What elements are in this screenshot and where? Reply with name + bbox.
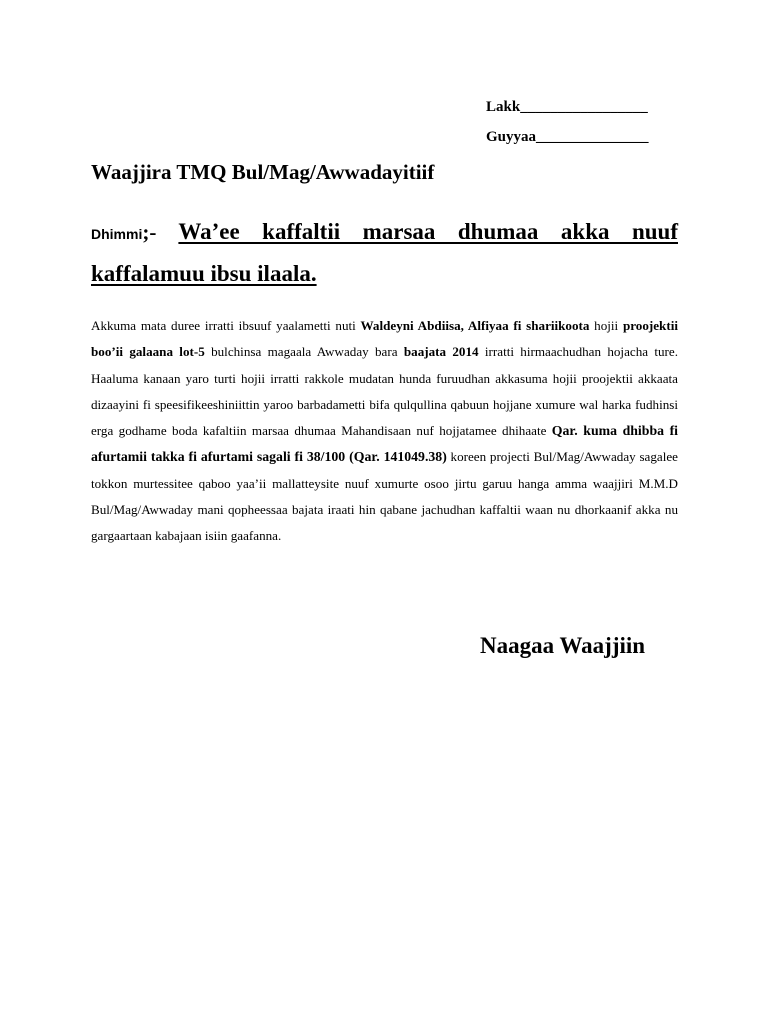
subject-separator: ;-: [142, 220, 157, 244]
budget-year: baajata 2014: [403, 344, 479, 360]
body-text-5: koreen projecti Bul/Mag/Awwaday sagalee tokkon murtessitee qaboo yaa’ii mallatteysite nuuf xumurte osoo jirtu garuu hanga amma waajjiri M.M.D Bul/Mag/Awwaday mani qopheessaa bajata iraati hin qabane jachudhan kaffaltii waan nu dhorkaanif akka nu gargaartaan kabajaan isiin gaafanna.: [91, 449, 678, 544]
body-text-3: bulchinsa magaala Awwaday bara: [204, 344, 404, 360]
body-text-2: hojii: [589, 318, 623, 333]
reference-number: Lakk_________________: [486, 99, 648, 115]
contractor-name: Waldeyni Abdiisa, Alfiyaa fi shariikoota: [360, 318, 590, 333]
project-name: proojektii boo’ii galaana lot-5: [91, 318, 678, 360]
signature-line: Naagaa Waajjiin: [480, 633, 646, 658]
reference-block: [486, 92, 649, 152]
body-text-4: irratti hirmaachudhan hojacha ture. Haaluma kanaan yaro turti hojii irratti rakkole mudatan hunda furuudhan akkasuma hojii proojektii akkaata dizaayini fi speesifikeeshiniittin yaroo barbadametti bifa qulqullina qabuun hojjane xumure wal harka fudhinsi erga godhame boda kafaltiin marsaa dhumaa Mahandisaan nuf hojjatamee dhihaate: [91, 344, 679, 439]
subject-line: [91, 212, 678, 294]
payment-amount: Qar. kuma dhibba fi afurtamii takka fi afurtami sagali fi 38/100 (Qar. 141049.38): [91, 423, 679, 465]
subject-label: Dhimmi: [91, 226, 143, 242]
subject-text: Wa’ee kaffaltii marsaa dhumaa akka nuuf kaffalamuu ibsu ilaala.: [91, 219, 678, 286]
recipient-line: Waajjira TMQ Bul/Mag/Awwadayitiif: [91, 160, 435, 184]
body-text-1: Akkuma mata duree irratti ibsuuf yaalametti nuti: [91, 318, 361, 333]
letter-body: [91, 313, 678, 550]
letter-date: Guyyaa_______________: [486, 129, 649, 145]
